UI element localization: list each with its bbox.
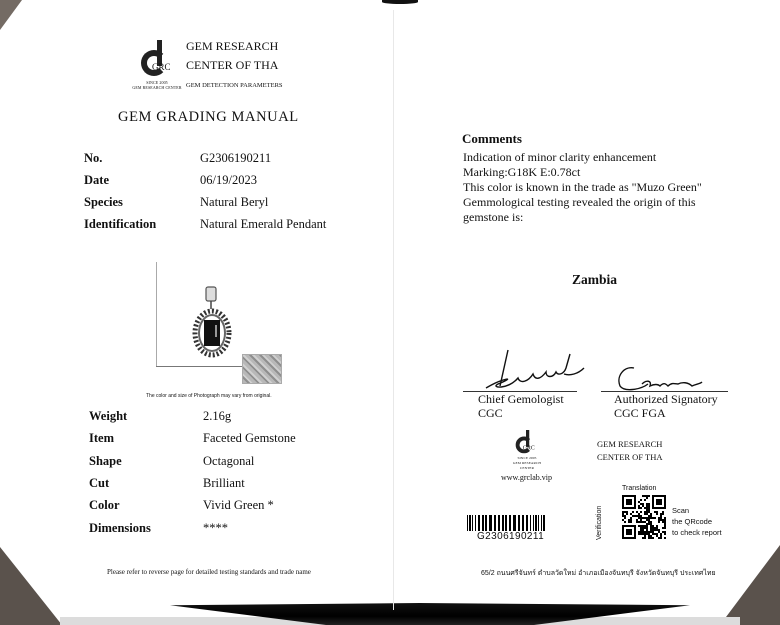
qr-module: [624, 511, 626, 513]
barcode-bar: [509, 515, 511, 531]
qr-module: [648, 537, 650, 539]
qr-module: [624, 515, 626, 517]
qr-module: [630, 521, 632, 523]
photo-disclaimer: The color and size of Photograph may vary from original.: [146, 393, 272, 399]
field-label-species: Species: [84, 195, 123, 209]
qr-module: [630, 513, 632, 515]
field-value-shape: Octagonal: [203, 454, 255, 468]
comments-body: [463, 150, 743, 225]
qr-module: [656, 511, 658, 513]
qr-module: [648, 519, 650, 521]
qr-module: [624, 517, 626, 519]
qr-instruction-line: Scan: [672, 506, 690, 515]
qr-module: [648, 531, 650, 533]
qr-module: [642, 531, 644, 533]
qr-module: [640, 511, 642, 513]
barcode-bar: [498, 515, 500, 531]
qr-module: [646, 519, 648, 521]
qr-module: [642, 521, 644, 523]
qr-module: [648, 517, 650, 519]
qr-translation-label: Translation: [622, 485, 657, 492]
barcode-bar: [469, 515, 471, 531]
qr-module: [644, 531, 646, 533]
barcode-bar: [522, 515, 524, 531]
logo-mark-text: GRC: [152, 62, 171, 72]
comment-line: Gemmological testing revealed the origin of this: [463, 195, 696, 209]
qr-module: [650, 537, 652, 539]
qr-module: [658, 537, 660, 539]
qr-module: [640, 507, 642, 509]
qr-module: [646, 507, 648, 509]
qr-module: [660, 535, 662, 537]
qr-module: [652, 537, 654, 539]
qr-module: [656, 535, 658, 537]
qr-module: [644, 507, 646, 509]
qr-module: [644, 517, 646, 519]
barcode-bar: [513, 515, 516, 531]
qr-module: [652, 525, 654, 527]
qr-module: [662, 513, 664, 515]
background-corner-bottom-right: [720, 545, 780, 625]
qr-module: [664, 517, 666, 519]
qr-module: [652, 527, 654, 529]
background-corner-bottom-left: [0, 547, 62, 625]
qr-module: [662, 531, 664, 533]
qr-module: [644, 511, 646, 513]
qr-module: [648, 523, 650, 525]
qr-module: [622, 513, 624, 515]
field-label-identification: Identification: [84, 217, 157, 231]
qr-module: [664, 521, 666, 523]
qr-module: [642, 527, 644, 529]
qr-module: [646, 523, 648, 525]
qr-module: [626, 513, 628, 515]
qr-module: [640, 531, 642, 533]
barcode-bar: [533, 515, 534, 531]
qr-module: [638, 515, 640, 517]
grc-logo-icon: [137, 40, 177, 80]
field-label-item: Item: [89, 431, 114, 445]
qr-module: [646, 529, 648, 531]
qr-module: [648, 511, 650, 513]
barcode-bar: [467, 515, 468, 531]
barcode-bar: [502, 515, 504, 531]
qr-module: [638, 513, 640, 515]
qr-module: [636, 515, 638, 517]
qr-module: [634, 515, 636, 517]
qr-module: [664, 527, 666, 529]
qr-module: [640, 515, 642, 517]
field-value-identification: Natural Emerald Pendant: [200, 217, 327, 231]
qr-module: [638, 517, 640, 519]
qr-module: [646, 509, 648, 511]
qr-module: [642, 525, 644, 527]
qr-module: [646, 517, 648, 519]
qr-module: [662, 511, 664, 513]
qr-module: [660, 533, 662, 535]
qr-module: [654, 527, 656, 529]
qr-module: [656, 529, 658, 531]
comment-line: Indication of minor clarity enhancement: [463, 150, 657, 164]
qr-module: [632, 515, 634, 517]
qr-module: [650, 529, 652, 531]
qr-module: [664, 519, 666, 521]
qr-module: [644, 535, 646, 537]
logo-since: SINCE 2005: [517, 456, 537, 460]
qr-module: [648, 535, 650, 537]
barcode-bar: [472, 515, 473, 531]
qr-module: [640, 533, 642, 535]
qr-module: [654, 529, 656, 531]
qr-module: [650, 521, 652, 523]
qr-module: [630, 517, 632, 519]
barcode-bar: [489, 515, 492, 531]
field-value-item: Faceted Gemstone: [203, 431, 296, 445]
qr-finder: [626, 499, 632, 505]
qr-module: [650, 535, 652, 537]
field-label-cut: Cut: [89, 476, 110, 490]
qr-module: [642, 537, 644, 539]
qr-module: [644, 521, 646, 523]
qr-module: [654, 533, 656, 535]
field-value-no: G2306190211: [200, 151, 272, 165]
qr-instruction-line: the QRcode: [672, 517, 713, 526]
footer-org-line2: CENTER OF THA: [597, 452, 663, 462]
qr-module: [660, 515, 662, 517]
qr-module: [662, 519, 664, 521]
barcode-bar: [475, 515, 476, 531]
qr-module: [648, 495, 650, 497]
qr-module: [654, 511, 656, 513]
logo-since: SINCE 2005: [146, 80, 168, 85]
barcode-bar: [530, 515, 531, 531]
qr-module: [640, 525, 642, 527]
qr-module: [622, 519, 624, 521]
qr-finder: [656, 499, 662, 505]
qr-module: [648, 503, 650, 505]
qr-module: [642, 533, 644, 535]
qr-module: [650, 517, 652, 519]
qr-module: [658, 529, 660, 531]
page-spine-divider: [393, 10, 394, 610]
report-barcode: [467, 515, 555, 531]
comment-line: gemstone is:: [463, 210, 524, 224]
qr-module: [664, 537, 666, 539]
qr-module: [650, 523, 652, 525]
qr-module: [626, 511, 628, 513]
qr-module: [664, 525, 666, 527]
qr-module: [660, 517, 662, 519]
qr-module: [638, 525, 640, 527]
qr-module: [644, 513, 646, 515]
qr-module: [628, 521, 630, 523]
qr-module: [638, 533, 640, 535]
comment-line: Marking:G18K E:0.78ct: [463, 165, 581, 179]
barcode-bar: [478, 515, 480, 531]
qr-instruction-line: to check report: [672, 528, 722, 537]
qr-module: [638, 505, 640, 507]
qr-verification-label: Verification: [596, 505, 603, 540]
grc-logo-small: [513, 430, 553, 471]
field-value-species: Natural Beryl: [200, 195, 269, 209]
qr-module: [636, 511, 638, 513]
barcode-bar: [505, 515, 507, 531]
qr-module: [650, 525, 652, 527]
qr-module: [640, 503, 642, 505]
reverse-page-note: Please refer to reverse page for detailed testing standards and trade name: [107, 568, 311, 576]
footer-org-line1: GEM RESEARCH: [597, 439, 663, 449]
qr-module: [656, 513, 658, 515]
qr-module: [660, 537, 662, 539]
qr-module: [622, 511, 624, 513]
qr-module: [632, 511, 634, 513]
barcode-bar: [543, 515, 545, 531]
qr-module: [648, 521, 650, 523]
qr-module: [660, 519, 662, 521]
field-value-color: Vivid Green *: [203, 498, 274, 512]
top-fold-shadow: [382, 0, 418, 4]
qr-module: [664, 533, 666, 535]
document-title: GEM GRADING MANUAL: [118, 109, 299, 125]
barcode-number: G2306190211: [477, 531, 545, 542]
qr-module: [640, 517, 642, 519]
origin-country: Zambia: [572, 272, 618, 287]
qr-module: [650, 515, 652, 517]
security-hologram: [242, 354, 282, 384]
qr-module: [636, 519, 638, 521]
website-url: www.grclab.vip: [501, 473, 553, 482]
qr-module: [646, 513, 648, 515]
logo-tagline: GEM RESEARCH CENTER: [132, 85, 182, 90]
qr-module: [646, 497, 648, 499]
qr-module: [648, 515, 650, 517]
qr-module: [656, 533, 658, 535]
qr-module: [664, 531, 666, 533]
qr-module: [642, 517, 644, 519]
qr-module: [642, 503, 644, 505]
qr-instructions: [672, 505, 722, 538]
field-label-date: Date: [84, 173, 109, 187]
qr-module: [640, 499, 642, 501]
header-org-line2: CENTER OF THA: [186, 58, 279, 72]
qr-module: [640, 529, 642, 531]
barcode-bar: [482, 515, 484, 531]
qr-module: [652, 517, 654, 519]
qr-module: [650, 531, 652, 533]
qr-module: [658, 517, 660, 519]
qr-module: [644, 525, 646, 527]
barcode-bar: [541, 515, 542, 531]
qr-module: [646, 511, 648, 513]
qr-module: [642, 505, 644, 507]
qr-module: [650, 513, 652, 515]
qr-module: [652, 529, 654, 531]
logo-mark-text: GRC: [522, 444, 535, 451]
qr-module: [658, 521, 660, 523]
comments-heading: Comments: [462, 131, 522, 146]
verification-qr-code[interactable]: [622, 495, 666, 539]
header-parameters: GEM DETECTION PARAMETERS: [186, 82, 283, 89]
qr-module: [644, 495, 646, 497]
qr-module: [646, 525, 648, 527]
qr-module: [646, 495, 648, 497]
qr-module: [650, 527, 652, 529]
qr-module: [658, 531, 660, 533]
qr-module: [652, 533, 654, 535]
grc-logo-icon: [513, 430, 539, 456]
lab-address: 65/2 ถนนศรีจันทร์ ตำบลวัดใหม่ อำเภอเมืองจันทบุรี จังหวัดจันทบุรี ประเทศไทย: [481, 570, 716, 577]
qr-module: [664, 523, 666, 525]
qr-finder: [626, 529, 632, 535]
qr-module: [662, 521, 664, 523]
qr-module: [640, 527, 642, 529]
qr-module: [646, 503, 648, 505]
qr-module: [644, 533, 646, 535]
qr-module: [662, 527, 664, 529]
qr-module: [644, 537, 646, 539]
qr-module: [642, 495, 644, 497]
barcode-bar: [494, 515, 496, 531]
qr-module: [646, 505, 648, 507]
signatory-title-chief: Chief Gemologist: [478, 392, 564, 406]
qr-module: [638, 507, 640, 509]
qr-module: [652, 531, 654, 533]
photo-frame-left-line: [156, 262, 157, 366]
qr-module: [660, 513, 662, 515]
comment-line: This color is known in the trade as "Muzo Green": [463, 180, 702, 194]
field-label-no: No.: [84, 151, 103, 165]
qr-module: [636, 521, 638, 523]
field-value-dimensions: ****: [203, 521, 228, 535]
field-value-date: 06/19/2023: [200, 173, 257, 187]
barcode-bar: [518, 515, 520, 531]
pendant-photo: [190, 285, 234, 370]
qr-module: [648, 507, 650, 509]
field-value-cut: Brilliant: [203, 476, 245, 490]
barcode-bar: [538, 515, 539, 531]
header-org-line1: GEM RESEARCH: [186, 39, 279, 53]
logo-tagline: GEM RESEARCH CENTER: [512, 461, 542, 470]
qr-module: [646, 533, 648, 535]
qr-module: [648, 509, 650, 511]
signatory-org-chief: CGC: [478, 406, 503, 420]
qr-module: [648, 505, 650, 507]
qr-module: [640, 521, 642, 523]
barcode-bar: [535, 515, 537, 531]
barcode-bar: [526, 515, 528, 531]
footer-org-name: [597, 438, 663, 464]
qr-module: [638, 531, 640, 533]
qr-module: [638, 521, 640, 523]
qr-module: [646, 527, 648, 529]
qr-module: [654, 517, 656, 519]
field-value-weight: 2.16g: [203, 409, 232, 423]
qr-module: [644, 527, 646, 529]
qr-module: [658, 519, 660, 521]
qr-module: [646, 531, 648, 533]
grc-logo: [132, 40, 182, 90]
signatory-org-authorized: CGC FGA: [614, 406, 666, 420]
qr-module: [622, 515, 624, 517]
signatory-title-authorized: Authorized Signatory: [614, 392, 718, 406]
field-label-dimensions: Dimensions: [89, 521, 151, 535]
qr-module: [648, 533, 650, 535]
field-label-weight: Weight: [89, 409, 128, 423]
qr-module: [640, 519, 642, 521]
qr-module: [642, 529, 644, 531]
qr-module: [656, 527, 658, 529]
qr-module: [644, 499, 646, 501]
field-label-color: Color: [89, 498, 120, 512]
qr-module: [630, 519, 632, 521]
qr-module: [656, 525, 658, 527]
qr-module: [628, 519, 630, 521]
barcode-bar: [485, 515, 487, 531]
qr-module: [638, 501, 640, 503]
field-label-shape: Shape: [89, 454, 122, 468]
qr-module: [624, 521, 626, 523]
